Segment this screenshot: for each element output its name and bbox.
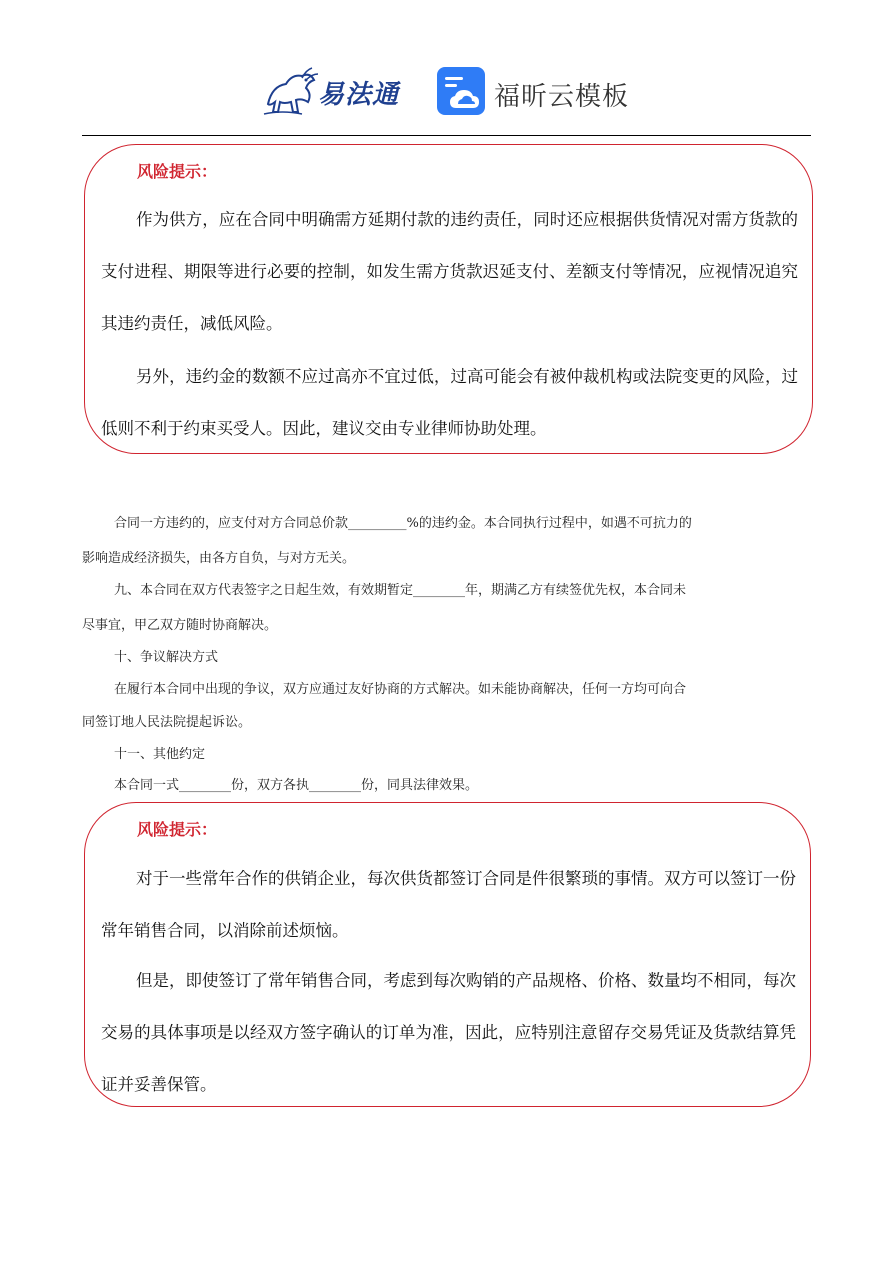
clause-heading: 十一、其他约定 — [114, 747, 206, 762]
clause-line: 合同一方违约的，应支付对方合同总价款_________%的违约金。本合同执行过程中，如遇不可抗力的 — [114, 516, 692, 531]
clause-line: 同签订地人民法院提起诉讼。 — [82, 715, 252, 730]
risk-notice-box — [84, 802, 811, 1107]
clause-line: 影响造成经济损失，由各方自负，与对方无关。 — [82, 551, 356, 566]
qilin-emblem-icon — [262, 64, 322, 118]
foxit-logo-text: 福昕云模板 — [494, 82, 630, 112]
header-divider — [82, 135, 811, 136]
clause-line: 尽事宜，甲乙双方随时协商解决。 — [82, 618, 278, 633]
clause-heading: 十、争议解决方式 — [114, 650, 219, 665]
yifatong-logo — [262, 64, 412, 118]
risk-notice-title: 风险提示： — [137, 162, 218, 181]
risk-notice-title: 风险提示： — [137, 820, 218, 839]
page-header — [0, 58, 893, 122]
clause-line: 在履行本合同中出现的争议，双方应通过友好协商的方式解决。如未能协商解决，任何一方均可向合 — [114, 682, 687, 697]
yifatong-logo-text: 易法通 — [318, 80, 400, 110]
risk-notice-paragraph: 对于一些常年合作的供销企业，每次供货都签订合同是件很繁琐的事情。双方可以签订一份常年销售合同，以消除前述烦恼。 — [101, 869, 796, 940]
risk-notice-paragraph: 另外，违约金的数额不应过高亦不宜过低，过高可能会有被仲裁机构或法院变更的风险，过低则不利于约束买受人。因此，建议交由专业律师协助处理。 — [101, 367, 798, 438]
foxit-cloud-template-logo — [436, 64, 636, 118]
risk-notice-paragraph: 作为供方，应在合同中明确需方延期付款的违约责任，同时还应根据供货情况对需方货款的支付进程、期限等进行必要的控制，如发生需方货款迟延支付、差额支付等情况，应视情况追究其违约责任，减低风险。 — [101, 210, 798, 333]
risk-notice-box — [84, 144, 813, 454]
clause-line: 本合同一式________份，双方各执________份，同具法律效果。 — [114, 778, 479, 793]
clause-line: 九、本合同在双方代表签字之日起生效，有效期暂定________年，期满乙方有续签优先权，本合同未 — [114, 583, 687, 598]
foxit-document-cloud-icon — [436, 66, 486, 116]
risk-notice-paragraph: 但是，即使签订了常年销售合同，考虑到每次购销的产品规格、价格、数量均不相同，每次交易的具体事项是以经双方签字确认的订单为准，因此，应特别注意留存交易凭证及货款结算凭证并妥善保管。 — [101, 971, 796, 1094]
